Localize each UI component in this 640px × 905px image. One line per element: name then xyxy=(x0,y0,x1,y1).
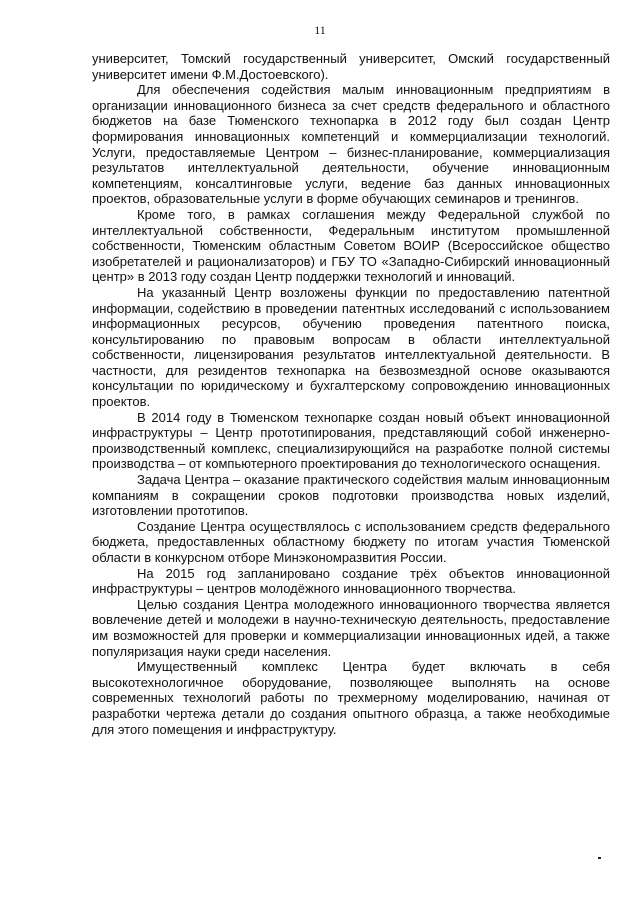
paragraph: На 2015 год запланировано создание трёх объектов инновационной инфраструктуры – центров молодёжного инновационного творчества. xyxy=(92,565,610,597)
paragraph: Создание Центра осуществлялось с использованием средств федерального бюджета, предоставленных областному бюджету по итогам участия Тюменской области в конкурсном отборе Минэкономразвития России. xyxy=(92,518,610,565)
paragraph: Кроме того, в рамках соглашения между Федеральной службой по интеллектуальной собственности, Федеральным институтом промышленной собственности, Тюменским областным Советом ВОИР (Всероссийское общество изобретателей и рационализаторов) и ГБУ ТО «Западно-Сибирский инновационный центр» в 2013 году создан Центр поддержки технологий и инноваций. xyxy=(92,206,610,285)
paragraph: Имущественный комплекс Центра будет включать в себя высокотехнологичное оборудование, позволяющее выполнять на основе современных технологий работы по трехмерному моделированию, начиная от разработки чертежа детали до создания опытного образца, а также необходимые для этого помещения и инфраструктуру. xyxy=(92,659,610,737)
paragraph: Для обеспечения содействия малым инновационным предприятиям в организации инновационного бизнеса за счет средств федерального и областного бюджетов на базе Тюменского технопарка в 2012 году был создан Центр формирования инновационных компетенций и коммерциализации технологий. Услуги, предоставляемые Центром – бизнес-планирование, коммерциализация результатов интеллектуальной деятельности, обучение инновационным компетенциям, консалтинговые услуги, ведение баз данных инновационных проектов, образовательные услуги в форме обучающих семинаров и тренингов. xyxy=(92,82,610,207)
paragraph: Целью создания Центра молодежного инновационного творчества является вовлечение детей и молодежи в научно-техническую деятельность, предоставление им возможностей для проверки и коммерциализации инновационных идей, а также популяризация науки среди населения. xyxy=(92,596,610,659)
paragraph-continuation: университет, Томский государственный университет, Омский государственный университет имени Ф.М.Достоевского). xyxy=(92,51,610,82)
document-body xyxy=(92,51,610,737)
page-number: 11 xyxy=(314,23,326,37)
paragraph: На указанный Центр возложены функции по предоставлению патентной информации, содействию в проведении патентных исследований с использованием информационных ресурсов, обучению проведения патентного поиска, консультированию по правовым вопросам в области интеллектуальной собственности, лицензирования результатов интеллектуальной деятельности. В частности, для резидентов технопарка на безвозмездной основе оказываются консультации по юридическому и бухгалтерскому сопровождению инновационных проектов. xyxy=(92,284,610,410)
scan-mark xyxy=(598,857,601,859)
paragraph: В 2014 году в Тюменском технопарке создан новый объект инновационной инфраструктуры – Центр прототипирования, представляющий собой инженерно-производственный комплекс, специализирующийся на разработке полной системы производства – от компьютерного проектирования до технологического оснащения. xyxy=(92,409,610,472)
paragraph: Задача Центра – оказание практического содействия малым инновационным компаниям в сокращении сроков подготовки производства новых изделий, изготовлении прототипов. xyxy=(92,472,610,519)
